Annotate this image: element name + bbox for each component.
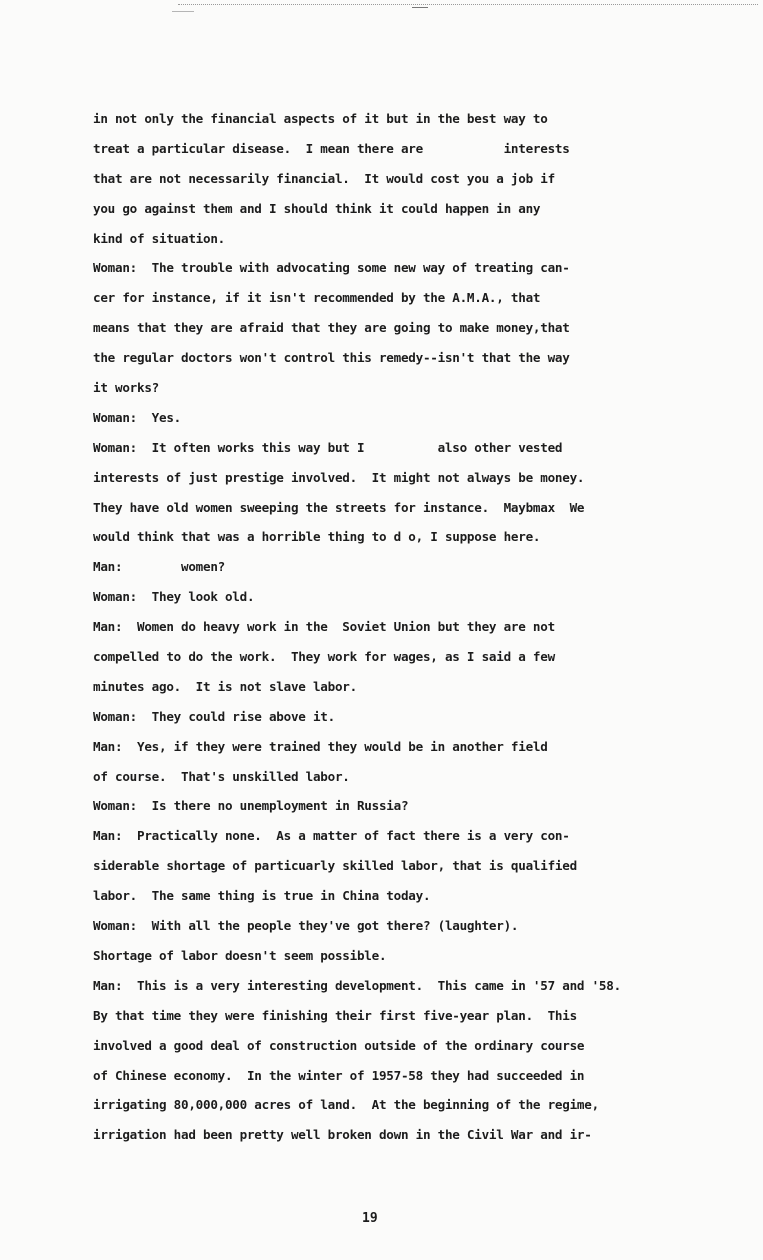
top-rule-fragment: [172, 11, 194, 12]
text-line: irrigating 80,000,000 acres of land. At the beginning of the regime,: [93, 1097, 599, 1113]
text-line: in not only the financial aspects of it but in the best way to: [93, 111, 548, 126]
text-line: it works?: [93, 380, 159, 396]
text-line: Shortage of labor doesn't seem possible.: [93, 947, 387, 963]
text-line: minutes ago. It is not slave labor.: [93, 678, 357, 694]
page-number: 19: [362, 1211, 378, 1226]
text-line: cer for instance, if it isn't recommended by the A.M.A., that: [93, 290, 541, 306]
text-line: of Chinese economy. In the winter of 1957-58 they had succeeded in: [93, 1067, 585, 1083]
text-line: Woman: The trouble with advocating some new way of treating can-: [93, 260, 570, 276]
text-line: Woman: They could rise above it.: [93, 708, 335, 724]
text-line: that are not necessarily financial. It would cost you a job if: [93, 170, 555, 186]
text-line: the regular doctors won't control this remedy--isn't that the way: [93, 350, 570, 366]
text-line: Man: This is a very interesting development. This came in '57 and '58.: [93, 977, 621, 993]
text-line: Woman: They look old.: [93, 589, 255, 605]
text-line: irrigation had been pretty well broken down in the Civil War and ir-: [93, 1127, 592, 1143]
text-line: means that they are afraid that they are going to make money,that: [93, 320, 570, 336]
text-line: siderable shortage of particuarly skilled labor, that is qualified: [93, 858, 577, 874]
text-line: would think that was a horrible thing to d o, I suppose here.: [93, 529, 541, 545]
text-line: Woman: It often works this way but I also other vested: [93, 439, 563, 455]
text-line: involved a good deal of construction outside of the ordinary course: [93, 1037, 585, 1053]
text-line: Man: Women do heavy work in the Soviet Union but they are not: [93, 619, 555, 635]
transcript-body: [93, 104, 753, 1150]
text-line: Man: Practically none. As a matter of fact there is a very con-: [93, 828, 570, 844]
text-line: Woman: Is there no unemployment in Russia?: [93, 798, 409, 814]
text-line: By that time they were finishing their first five-year plan. This: [93, 1007, 577, 1023]
text-line: kind of situation.: [93, 230, 225, 246]
text-line: of course. That's unskilled labor.: [93, 768, 350, 784]
text-line: you go against them and I should think it could happen in any: [93, 200, 541, 216]
text-line: Woman: Yes.: [93, 409, 181, 425]
top-dotted-rule: [178, 4, 758, 5]
text-line: They have old women sweeping the streets for instance. Maybmax We: [93, 499, 585, 515]
text-line: compelled to do the work. They work for wages, as I said a few: [93, 649, 555, 665]
text-line: treat a particular disease. I mean there are interests: [93, 140, 570, 156]
text-line: Man: Yes, if they were trained they would be in another field: [93, 738, 548, 754]
text-line: Man: women?: [93, 559, 225, 575]
text-line: interests of just prestige involved. It might not always be money.: [93, 469, 585, 485]
text-line: labor. The same thing is true in China today.: [93, 888, 431, 904]
top-rule-mark: [412, 7, 428, 8]
text-line: Woman: With all the people they've got there? (laughter).: [93, 918, 519, 934]
